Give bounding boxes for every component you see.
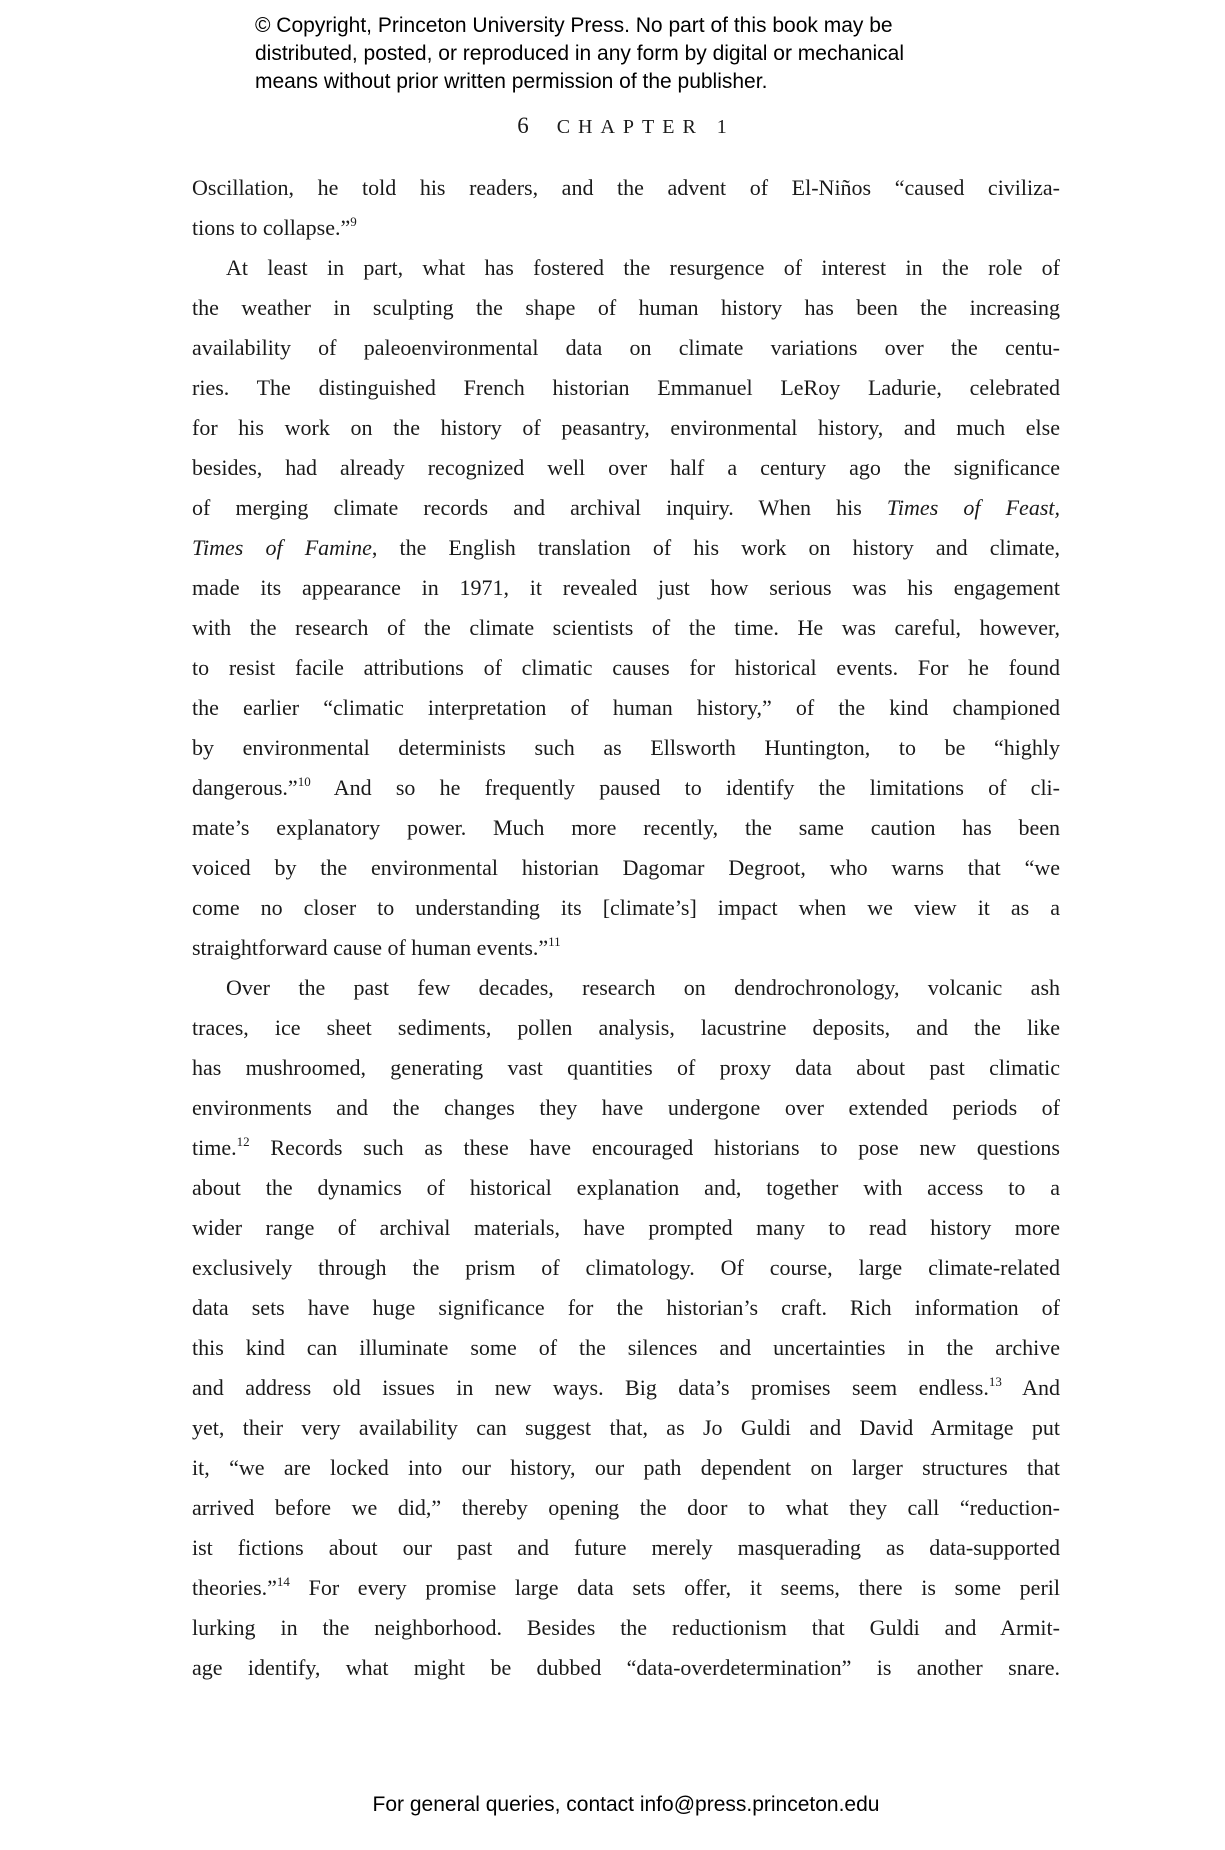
text-line: [192, 1648, 1060, 1688]
text-line: [192, 1288, 1060, 1328]
text-run: for his work on the history of peasantry, environmental history, and much else: [192, 415, 1060, 440]
text-run: lurking in the neighborhood. Besides the reductionism that Guldi and Armit-: [192, 1615, 1060, 1640]
text-run: arrived before we did,” thereby opening the door to what they call “reduction-: [192, 1495, 1060, 1520]
text-line: [192, 808, 1060, 848]
text-run: to resist facile attributions of climatic causes for historical events. For he found: [192, 655, 1060, 680]
text-run: come no closer to understanding its [climate’s] impact when we view it as a: [192, 895, 1060, 920]
copyright-notice: [255, 12, 904, 96]
text-line: [192, 208, 1060, 248]
text-run: straightforward cause of human events.”: [192, 935, 549, 960]
text-line: [192, 608, 1060, 648]
text-run: Times of Famine: [192, 535, 372, 560]
text-run: and address old issues in new ways. Big data’s promises seem endless.: [192, 1375, 989, 1400]
text-line: [192, 1368, 1060, 1408]
text-run: this kind can illuminate some of the silences and uncertainties in the archive: [192, 1335, 1060, 1360]
body-text: [192, 168, 1060, 1688]
text-run: Over the past few decades, research on dendrochronology, volcanic ash: [226, 975, 1060, 1000]
footnote-ref: 13: [988, 1374, 1002, 1389]
text-run: At least in part, what has fostered the resurgence of interest in the role of: [226, 255, 1060, 280]
copyright-line: distributed, posted, or reproduced in any form by digital or mechanical: [255, 42, 905, 65]
text-line: [192, 368, 1060, 408]
text-run: age identify, what might be dubbed “data-overdetermination” is another snare.: [192, 1655, 1060, 1680]
text-line: [192, 728, 1060, 768]
text-line: [192, 1048, 1060, 1088]
text-line: [192, 568, 1060, 608]
text-line: [192, 1128, 1060, 1168]
text-run: it, “we are locked into our history, our path dependent on larger structures that: [192, 1455, 1060, 1480]
text-line: [192, 1328, 1060, 1368]
text-line: [192, 928, 1060, 968]
text-run: time.: [192, 1135, 237, 1160]
copyright-line: © Copyright, Princeton University Press. No part of this book may be: [255, 14, 893, 37]
text-line: [192, 1528, 1060, 1568]
text-run: And: [1001, 1375, 1060, 1400]
text-line: [192, 488, 1060, 528]
text-run: And so he frequently paused to identify the limitations of cli-: [310, 775, 1060, 800]
footnote-ref: 9: [350, 214, 357, 229]
text-line: [192, 288, 1060, 328]
page-number: 6: [517, 113, 529, 138]
text-run: theories.”: [192, 1575, 277, 1600]
text-run: ries. The distinguished French historian Emmanuel LeRoy Ladurie, celebrated: [192, 375, 1060, 400]
copyright-line: means without prior written permission of the publisher.: [255, 70, 768, 93]
text-line: [192, 768, 1060, 808]
text-run: yet, their very availability can suggest that, as Jo Guldi and David Armitage put: [192, 1415, 1060, 1440]
running-header: [192, 113, 1060, 139]
text-line: [192, 1088, 1060, 1128]
text-run: Records such as these have encouraged historians to pose new questions: [249, 1135, 1060, 1160]
footnote-ref: 14: [276, 1574, 290, 1589]
text-line: [192, 1608, 1060, 1648]
text-run: wider range of archival materials, have prompted many to read history more: [192, 1215, 1060, 1240]
text-line: [192, 448, 1060, 488]
text-run: , the English translation of his work on history and climate,: [371, 535, 1060, 560]
footnote-ref: 11: [548, 934, 561, 949]
text-line: [192, 1248, 1060, 1288]
text-line: [192, 248, 1060, 288]
text-line: [192, 168, 1060, 208]
text-line: [192, 528, 1060, 568]
text-run: mate’s explanatory power. Much more recently, the same caution has been: [192, 815, 1060, 840]
text-line: [192, 328, 1060, 368]
text-run: the weather in sculpting the shape of human history has been the increasing: [192, 295, 1060, 320]
text-line: [192, 968, 1060, 1008]
text-run: tions to collapse.”: [192, 215, 351, 240]
text-run: For every promise large data sets offer, it seems, there is some peril: [289, 1575, 1060, 1600]
text-run: voiced by the environmental historian Dagomar Degroot, who warns that “we: [192, 855, 1060, 880]
text-run: ist fictions about our past and future merely masquerading as data-supported: [192, 1535, 1060, 1560]
text-run: environments and the changes they have undergone over extended periods of: [192, 1095, 1060, 1120]
text-run: besides, had already recognized well over half a century ago the significance: [192, 455, 1060, 480]
text-line: [192, 1168, 1060, 1208]
text-line: [192, 648, 1060, 688]
text-line: [192, 1008, 1060, 1048]
text-run: of merging climate records and archival inquiry. When his: [192, 495, 887, 520]
text-run: data sets have huge significance for the historian’s craft. Rich information of: [192, 1295, 1060, 1320]
footnote-ref: 10: [297, 774, 311, 789]
text-line: [192, 688, 1060, 728]
text-run: Oscillation, he told his readers, and the advent of El-Niños “caused civiliza-: [192, 175, 1060, 200]
text-line: [192, 408, 1060, 448]
text-run: the earlier “climatic interpretation of human history,” of the kind championed: [192, 695, 1060, 720]
text-line: [192, 888, 1060, 928]
text-run: has mushroomed, generating vast quantities of proxy data about past climatic: [192, 1055, 1060, 1080]
text-run: traces, ice sheet sediments, pollen analysis, lacustrine deposits, and the like: [192, 1015, 1060, 1040]
text-run: by environmental determinists such as Ellsworth Huntington, to be “highly: [192, 735, 1060, 760]
text-run: dangerous.”: [192, 775, 298, 800]
text-line: [192, 1448, 1060, 1488]
text-run: Times of Feast,: [886, 495, 1060, 520]
text-line: [192, 1408, 1060, 1448]
text-line: [192, 848, 1060, 888]
text-run: made its appearance in 1971, it revealed just how serious was his engagement: [192, 575, 1060, 600]
text-line: [192, 1568, 1060, 1608]
text-line: [192, 1208, 1060, 1248]
footnote-ref: 12: [236, 1134, 250, 1149]
chapter-heading: CHAPTER 1: [556, 116, 735, 138]
text-run: availability of paleoenvironmental data on climate variations over the centu-: [192, 335, 1060, 360]
footer-contact: For general queries, contact info@press.princeton.edu: [372, 1793, 880, 1816]
text-run: with the research of the climate scientists of the time. He was careful, however,: [192, 615, 1060, 640]
text-run: exclusively through the prism of climatology. Of course, large climate-related: [192, 1255, 1060, 1280]
text-run: about the dynamics of historical explanation and, together with access to a: [192, 1175, 1060, 1200]
text-line: [192, 1488, 1060, 1528]
